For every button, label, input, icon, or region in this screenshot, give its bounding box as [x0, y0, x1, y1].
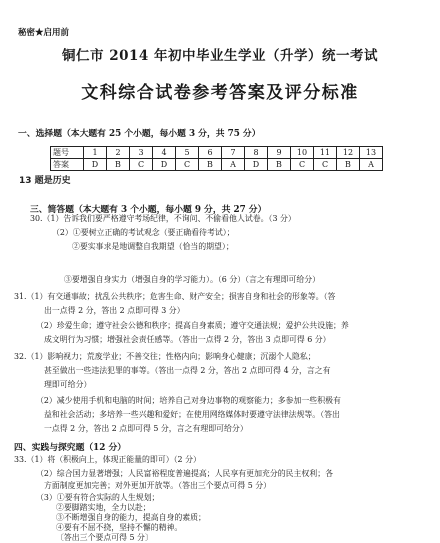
answer-line: （3）①要有符合实际的人生规划； [36, 493, 160, 502]
table-cell: 4 [153, 147, 176, 159]
answer-line: 33.（1）将（积极向上，体现正能量的即可）（2 分） [14, 455, 201, 464]
table-cell: A [222, 159, 245, 171]
table-cell: 1 [84, 147, 107, 159]
table-cell: D [245, 159, 268, 171]
answer-line: 32.（1）影响视力；荒废学业；不善交往；性格内向；影响身心健康；沉溺个人隐私； [14, 352, 316, 361]
table-cell: B [199, 159, 222, 171]
answer-line: 一点得 2 分，答出 2 点即可得 5 分，言之有理即可给分） [44, 424, 248, 433]
table-cell: 12 [337, 147, 360, 159]
table-cell: C [291, 159, 314, 171]
table-cell: 3 [130, 147, 153, 159]
table-cell: C [314, 159, 337, 171]
question-number-row [51, 147, 383, 159]
table-cell: B [337, 159, 360, 171]
answer-line: ②要脚踏实地，全力以赴； [56, 503, 151, 512]
answer-line: 理即可给分） [44, 380, 92, 389]
table-cell: 5 [176, 147, 199, 159]
answer-line: 31.（1）有交通事故；扰乱公共秩序；危害生命、财产安全；损害自身和社会的形象等。（答 [14, 292, 336, 301]
table-cell: C [176, 159, 199, 171]
table-cell: 10 [291, 147, 314, 159]
answer-line: 方面制度更加完善；对外更加开放等。（答出三个要点可得 5 分） [44, 481, 272, 490]
answer-line: 甚至做出一些违法犯罪的事等。（答出一点得 2 分，答出 2 点即可得 4 分，言之有 [44, 366, 331, 375]
answer-line: （2）减少使用手机和电脑的时间；培养自己对身边事物的观察能力；多参加一些积极有 [36, 396, 341, 405]
table-cell: D [84, 159, 107, 171]
exam-title: 铜仁市 2014 年初中毕业生学业（升学）统一考试 [62, 48, 378, 64]
table-cell: B [107, 159, 130, 171]
row-label-question: 题号 [51, 147, 84, 159]
answer-line: ④要有不屈不挠，坚持不懈的精神。 [56, 523, 183, 532]
secret-label: 秘密★启用前 [18, 28, 70, 38]
answer-line: 成文明行为习惯；增强社会责任感等。（答出一点得 2 分，答出 3 点即可得 6 分） [44, 335, 331, 344]
answer-line: （2）①要树立正确的考试观念（要正确看待考试）； [52, 228, 235, 237]
table-cell: 7 [222, 147, 245, 159]
document-title: 文科综合试卷参考答案及评分标准 [81, 83, 359, 103]
note-text: 13 题是历史 [19, 176, 71, 186]
answer-line: 30.（1）告诉我们要严格遵守考场纪律，不询问、不偷看他人试卷。（3 分） [30, 214, 296, 223]
table-cell: 13 [360, 147, 383, 159]
table-cell: 6 [199, 147, 222, 159]
answer-line: ③要增强自身实力（增强自身的学习能力）。（6 分）（言之有理即可给分） [64, 275, 321, 284]
table-cell: 11 [314, 147, 337, 159]
table-cell: 9 [268, 147, 291, 159]
answer-row [51, 159, 383, 171]
answer-line: （2）综合国力显著增强；人民富裕程度普遍提高；人民享有更加充分的民主权利；各 [36, 469, 333, 478]
answer-line: 〔答出三个要点可得 5 分〕 [56, 533, 153, 542]
table-cell: A [360, 159, 383, 171]
table-cell: D [153, 159, 176, 171]
section-4-heading: 四、实践与探究题（12 分） [14, 443, 127, 453]
row-label-answer: 答案 [51, 159, 84, 171]
table-cell: B [268, 159, 291, 171]
section-1-heading: 一、选择题（本大题有 25 个小题，每小题 3 分，共 75 分） [18, 129, 261, 139]
section-3-heading: 三、简答题（本大题有 3 个小题，每小题 9 分，共 27 分） [30, 205, 267, 215]
answer-line: ③不断增强自身的能力，提高自身的素质； [56, 513, 206, 522]
answer-line: ②要实事求是地调整自我期望（恰当的期望）； [72, 242, 234, 251]
answer-line: 出一点得 2 分，答出 2 点即可得 3 分） [44, 306, 185, 315]
answer-line: 益和社会活动；多培养一些兴趣和爱好；在使用网络媒体时要遵守法律法规等。（答出 [44, 410, 340, 419]
answer-line: （2）珍爱生命；遵守社会公德和秩序；提高自身素质；遵守交通法规；爱护公共设施；养 [36, 321, 349, 330]
table-cell: C [130, 159, 153, 171]
table-cell: 2 [107, 147, 130, 159]
answer-table [50, 146, 383, 171]
table-cell: 8 [245, 147, 268, 159]
